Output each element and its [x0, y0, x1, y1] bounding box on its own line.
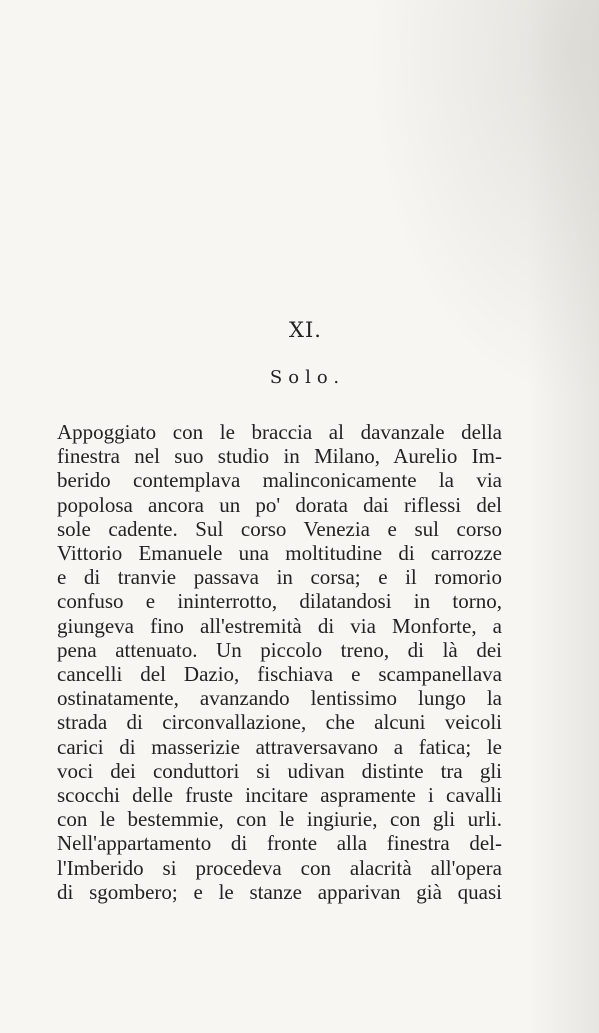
text-line: sole cadente. Sul corso Venezia e sul corso: [57, 516, 502, 541]
chapter-title: Solo.: [269, 367, 346, 388]
text-line: Vittorio Emanuele una moltitudine di carrozze: [57, 541, 502, 566]
text-line: finestra nel suo studio in Milano, Aurelio Im-: [57, 444, 502, 469]
text-line: carici di masserizie attraversavano a fatica; le: [57, 734, 502, 759]
chapter-body-text: [57, 420, 502, 904]
text-line: con le bestemmie, con le ingiurie, con gli urli.: [57, 807, 502, 832]
text-line: giungeva fino all'estremità di via Monforte, a: [57, 613, 502, 638]
text-line: Appoggiato con le braccia al davanzale della: [57, 420, 502, 444]
text-line: scocchi delle fruste incitare aspramente i cavalli: [57, 783, 502, 808]
text-line: e di tranvie passava in corsa; e il romorio: [57, 565, 502, 590]
text-line: l'Imberido si procedeva con alacrità all'opera: [57, 855, 502, 880]
text-line: berido contemplava malinconicamente la via: [57, 468, 502, 493]
text-line: strada di circonvallazione, che alcuni veicoli: [57, 710, 502, 735]
text-line: di sgombero; e le stanze apparivan già quasi: [57, 879, 502, 904]
text-line: confuso e ininterrotto, dilatandosi in torno,: [57, 589, 502, 614]
text-line: pena attenuato. Un piccolo treno, di là dei: [57, 637, 502, 662]
text-line: ostinatamente, avanzando lentissimo lungo la: [57, 686, 502, 711]
text-line: cancelli del Dazio, fischiava e scampanellava: [57, 662, 502, 687]
chapter-number: XI.: [289, 318, 322, 342]
text-line: voci dei conduttori si udivan distinte tra gli: [57, 758, 502, 783]
text-line: Nell'appartamento di fronte alla finestra del-: [57, 831, 502, 856]
text-line: popolosa ancora un po' dorata dai riflessi del: [57, 492, 502, 517]
